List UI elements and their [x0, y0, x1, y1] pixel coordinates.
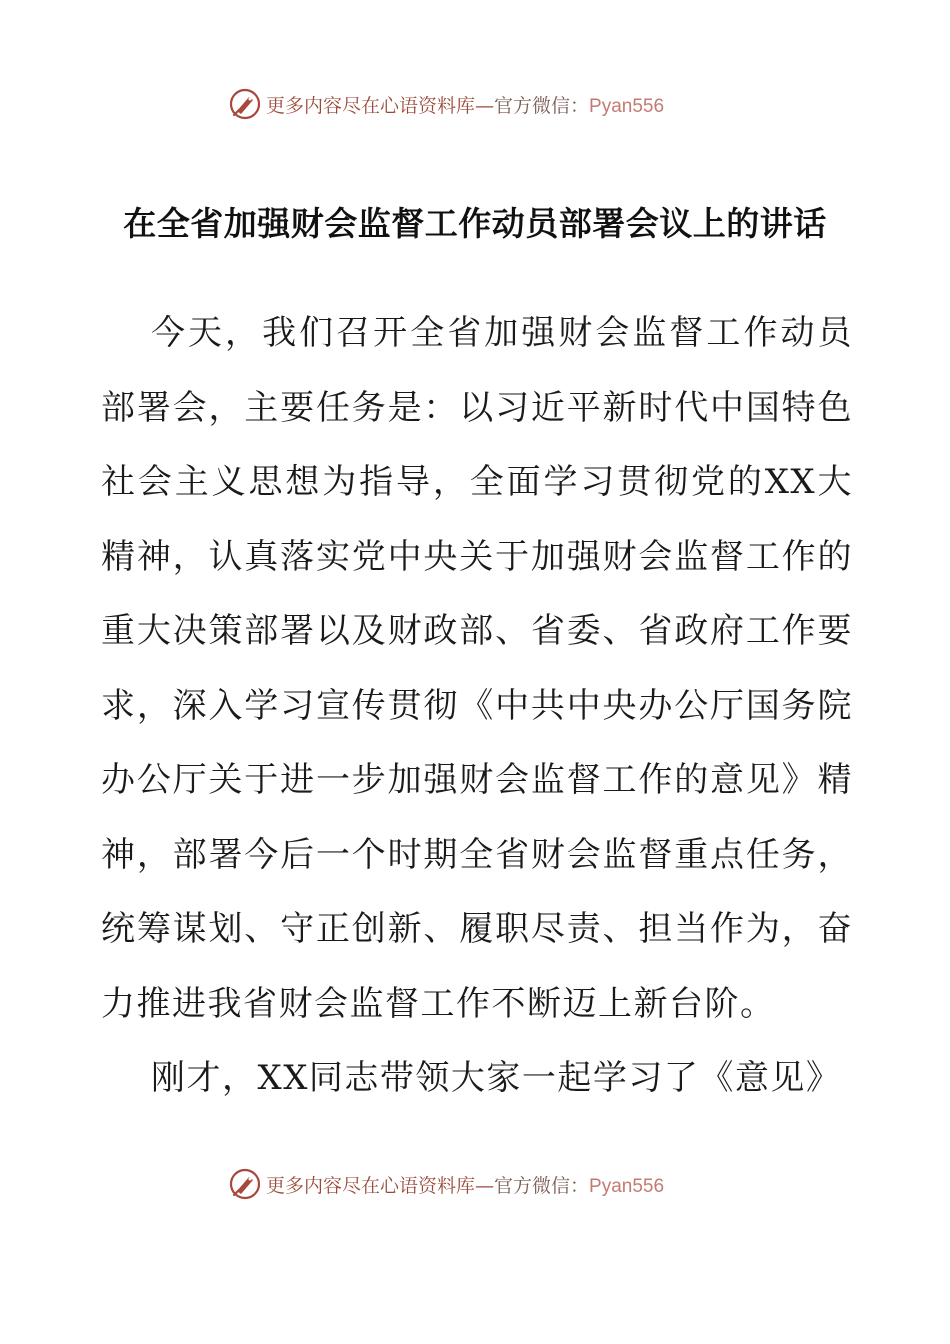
- document-body: [101, 296, 853, 1116]
- watermark-text: 更多内容尽在心语资料库—官方微信：Pyan556: [266, 94, 665, 117]
- watermark-text: 更多内容尽在心语资料库—官方微信：Pyan556: [266, 1174, 665, 1197]
- watermark-header: [228, 86, 664, 122]
- document-title: 在全省加强财会监督工作动员部署会议上的讲话: [123, 204, 827, 243]
- paragraph: 今天，我们召开全省加强财会监督工作动员部署会，主要任务是：以习近平新时代中国特色社会主义思想为指导，全面学习贯彻党的XX大精神，认真落实党中央关于加强财会监督工作的重大决策部署以及财政部、省委、省政府工作要求，深入学习宣传贯彻《中共中央办公厅国务院办公厅关于进一步加强财会监督工作的意见》精神，部署今后一个时期全省财会监督重点任务，统筹谋划、守正创新、履职尽责、担当作为，奋力推进我省财会监督工作不断迈上新台阶。: [101, 313, 853, 1024]
- pen-nib-circle-icon: [228, 87, 262, 121]
- pen-nib-circle-icon: [228, 1167, 262, 1201]
- watermark-footer: [228, 1166, 664, 1202]
- paragraph: 刚才，XX同志带领大家一起学习了《意见》: [151, 1058, 842, 1098]
